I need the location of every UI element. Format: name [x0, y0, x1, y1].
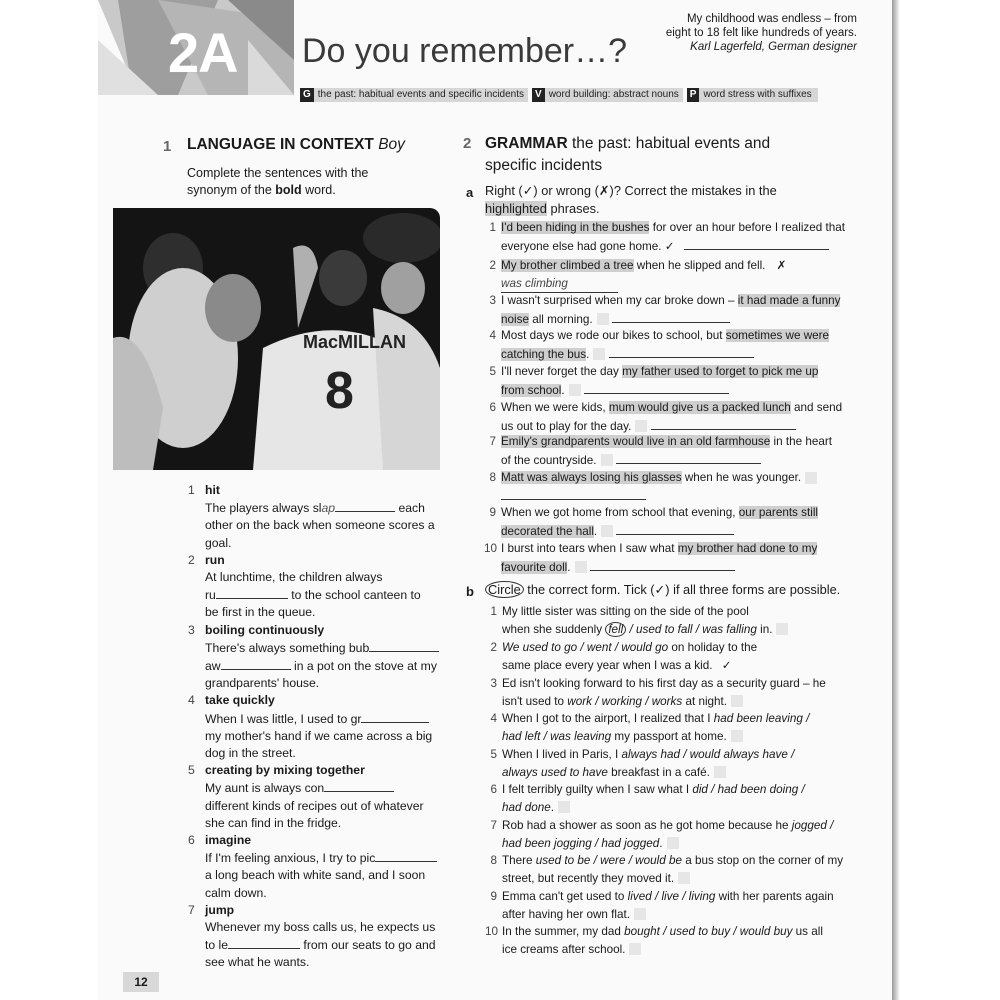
instruction-line: Right (✓) or wrong (✗)? Correct the mistakes in the — [485, 183, 777, 198]
item-line — [205, 639, 450, 657]
vocabulary-tag — [532, 88, 683, 102]
text: with her parents again — [715, 890, 834, 903]
item-number: 2 — [489, 259, 496, 272]
text: Emma can't get used to — [502, 890, 628, 903]
section-subtitle: Boy — [378, 136, 405, 153]
answer-blank[interactable] — [651, 417, 796, 430]
item-line: she can find in the fridge. — [205, 815, 342, 830]
item-number: 7 — [188, 902, 195, 917]
item-line: other on the back when someone scores a — [205, 518, 435, 533]
verb-options[interactable]: work / working / works — [567, 694, 683, 708]
item-number: 6 — [490, 783, 497, 796]
answer-box[interactable] — [601, 454, 613, 466]
item-number: 4 — [490, 712, 497, 725]
text: street, but recently they moved it. — [502, 871, 675, 885]
text: . — [550, 800, 554, 814]
section-title: GRAMMAR — [485, 135, 568, 152]
answer-blank[interactable] — [221, 657, 291, 670]
text: . — [561, 383, 565, 397]
item-text — [502, 675, 872, 710]
item-text: each — [395, 501, 425, 516]
answer-box[interactable] — [805, 472, 817, 484]
item-keyword: imagine — [205, 833, 252, 848]
exercise-a-list — [484, 219, 874, 579]
text: There — [502, 854, 536, 867]
tick-box[interactable] — [731, 695, 743, 707]
text: . — [567, 560, 571, 574]
item-line: different kinds of recipes out of whatever — [205, 798, 424, 813]
instruction-line — [187, 182, 437, 199]
quote — [617, 12, 857, 54]
text: in the heart — [770, 435, 832, 448]
item-keyword: creating by mixing together — [205, 763, 365, 778]
topic-tags — [300, 88, 818, 102]
highlighted-phrase: I'd been hiding in the bushes — [501, 221, 650, 234]
part-instruction — [485, 182, 865, 218]
item-number: 7 — [489, 435, 496, 448]
item-keyword: take quickly — [205, 693, 275, 708]
text: us all — [792, 925, 823, 938]
item-text — [501, 219, 861, 255]
item-number: 4 — [489, 329, 496, 342]
highlighted-phrase: our parents still — [738, 506, 819, 519]
item-keyword: jump — [205, 902, 235, 917]
section-instruction — [187, 165, 437, 199]
exercise-b-list — [485, 603, 875, 963]
tick-box[interactable] — [634, 908, 646, 920]
quote-line: My childhood was endless – from — [686, 13, 857, 25]
instruction-highlight: highlighted — [485, 201, 547, 216]
item-text — [502, 923, 862, 958]
item-line: a long beach with white sand, and I soon — [205, 868, 426, 883]
verb-options[interactable]: We used to go / went / would go — [502, 641, 669, 654]
item-line: my mother's hand if we came across a big — [205, 728, 433, 743]
item-number: 5 — [188, 763, 195, 778]
item-text — [501, 540, 861, 576]
instruction-bold: bold — [275, 183, 302, 197]
section-subtitle: specific incidents — [485, 157, 603, 174]
item-number: 9 — [489, 506, 496, 519]
item-number: 3 — [188, 622, 195, 637]
text: and send — [790, 401, 843, 414]
text: Rob had a shower as soon as he got home because he — [502, 819, 792, 832]
text: I wasn't surprised when my car broke down – — [501, 294, 738, 307]
item-line — [205, 779, 450, 797]
item-number: 3 — [489, 294, 496, 307]
verb-options[interactable]: always had / would always have / — [621, 748, 795, 761]
text: I'll never forget the day — [501, 365, 623, 378]
answer-blank[interactable] — [361, 710, 429, 723]
text: same place every year when I was a kid. — [502, 658, 713, 672]
tick-box[interactable] — [558, 801, 570, 813]
verb-options[interactable]: / used to fall / was falling — [626, 622, 757, 636]
item-number: 4 — [188, 693, 195, 708]
verb-options[interactable]: had left / was leaving — [502, 729, 612, 743]
answer-box[interactable] — [575, 561, 587, 573]
instruction-text: phrases. — [546, 201, 600, 216]
page-title: Do you remember…? — [302, 32, 628, 70]
item-line — [205, 936, 450, 954]
answer-blank[interactable] — [501, 487, 646, 500]
item-text — [501, 363, 861, 399]
text: everyone else had gone home. — [501, 239, 662, 253]
tag-letter: V — [532, 88, 545, 102]
item-number: 6 — [489, 401, 496, 414]
section-title: LANGUAGE IN CONTEXT — [187, 136, 374, 153]
verb-options[interactable]: had been leaving / — [713, 712, 810, 725]
text: all morning. — [528, 312, 593, 326]
item-text — [501, 399, 861, 435]
item-number: 8 — [490, 854, 497, 867]
item-text: in a pot on the stove at my — [290, 659, 437, 674]
item-number: 3 — [490, 677, 497, 690]
answer-box[interactable] — [635, 420, 647, 432]
answer-blank[interactable] — [590, 558, 735, 571]
text: My little sister was sitting on the side of the pool — [502, 605, 749, 618]
item-text — [502, 817, 862, 852]
item-text: ru — [205, 588, 216, 603]
tag-letter: G — [300, 88, 314, 102]
text: of the countryside. — [501, 453, 597, 467]
highlighted-phrase: noise — [501, 312, 529, 326]
circle-word: Circle — [485, 581, 524, 598]
text: in. — [756, 622, 773, 636]
tick-box[interactable] — [629, 943, 641, 955]
item-line — [205, 849, 450, 867]
text: after having her own flat. — [502, 907, 630, 921]
list-item — [188, 552, 450, 622]
text: isn't used to — [502, 694, 568, 708]
item-number: 10 — [485, 925, 499, 938]
text: Most days we rode our bikes to school, but — [501, 329, 726, 342]
instruction-text: synonym of the — [187, 183, 276, 197]
text: I burst into tears when I saw what — [501, 542, 678, 555]
text: In the summer, my dad — [502, 925, 625, 938]
item-text: The players always sl — [205, 501, 322, 516]
item-text — [502, 852, 872, 887]
text: I felt terribly guilty when I saw what I — [502, 783, 693, 796]
cross-mark: ✗ — [776, 259, 787, 272]
text: my passport at home. — [611, 729, 727, 743]
instruction-text: word. — [301, 183, 336, 197]
item-number: 8 — [489, 471, 496, 484]
item-number: 6 — [188, 833, 195, 848]
item-text: aw — [205, 659, 221, 674]
highlighted-phrase: it had made a funny — [737, 294, 841, 307]
item-text — [502, 639, 862, 674]
text: . — [586, 347, 590, 361]
page-edge-shadow — [892, 0, 900, 1000]
list-item — [188, 902, 450, 972]
text: on holiday to the — [668, 641, 758, 654]
answer-blank[interactable] — [375, 849, 437, 862]
item-keyword: hit — [205, 483, 220, 497]
item-keyword: boiling continuously — [205, 622, 325, 637]
tick-box[interactable] — [678, 872, 690, 884]
verb-options[interactable]: jogged / — [791, 819, 834, 832]
highlighted-phrase: my father used to forget to pick me up — [622, 365, 819, 378]
section-heading — [485, 133, 770, 177]
answer-blank[interactable] — [369, 639, 439, 652]
item-line: goal. — [205, 535, 232, 550]
highlighted-phrase: My brother climbed a tree — [501, 259, 634, 272]
item-example-answer: ap — [321, 501, 336, 516]
tick-box[interactable] — [667, 837, 679, 849]
text: When I lived in Paris, I — [502, 748, 622, 761]
item-text — [501, 469, 861, 505]
answer-blank[interactable] — [584, 381, 729, 394]
item-number: 5 — [489, 365, 496, 378]
answer-box[interactable] — [569, 384, 581, 396]
list-item — [188, 622, 450, 693]
tag-letter: P — [687, 88, 700, 102]
highlighted-phrase: catching the bus — [501, 347, 587, 361]
highlighted-phrase: Emily's grandparents would live in an old farmhouse — [501, 435, 771, 448]
item-line — [205, 657, 450, 675]
answer-blank[interactable] — [616, 522, 734, 535]
verb-options[interactable]: had done — [502, 800, 551, 814]
item-text: from our seats to go and — [300, 938, 436, 953]
item-line: be first in the queue. — [205, 605, 316, 620]
instruction-line — [485, 200, 865, 218]
text: us out to play for the day. — [501, 419, 632, 433]
list-item — [188, 832, 450, 902]
item-text — [501, 292, 861, 328]
highlighted-phrase: Matt was always losing his glasses — [501, 471, 682, 484]
list-item — [188, 482, 450, 552]
item-number: 9 — [490, 890, 497, 903]
text: breakfast in a café. — [607, 765, 710, 779]
item-number: 10 — [484, 542, 498, 555]
text: When I got to the airport, I realized that I — [502, 712, 714, 725]
text: for over an hour before I realized that — [649, 221, 846, 234]
text: at night. — [682, 694, 728, 708]
quote-attribution: Karl Lagerfeld, German designer — [690, 41, 857, 53]
tag-text: the past: habitual events and specific incidents — [314, 88, 528, 102]
item-line: calm down. — [205, 885, 267, 900]
answer-blank[interactable] — [216, 586, 288, 599]
item-number: 1 — [490, 605, 497, 618]
photo-celebrating-players — [113, 208, 440, 470]
item-number: 7 — [490, 819, 497, 832]
tick-mark: ✓ — [721, 658, 732, 672]
text: When we were kids, — [501, 401, 609, 414]
highlighted-phrase: from school — [501, 383, 562, 397]
instruction-line: Complete the sentences with the — [187, 166, 369, 180]
item-text — [501, 504, 861, 540]
item-number: 2 — [188, 552, 195, 567]
item-text: If I'm feeling anxious, I try to pic — [205, 851, 376, 866]
tick-box[interactable] — [776, 623, 788, 635]
text: when he slipped and fell. — [633, 259, 766, 272]
page-number: 12 — [123, 972, 159, 992]
highlighted-phrase: mum would give us a packed lunch — [608, 401, 791, 414]
grammar-tag — [300, 88, 528, 102]
item-text: When I was little, I used to gr — [205, 711, 362, 726]
verb-options[interactable]: lived / live / living — [627, 890, 716, 903]
section-number: 2 — [463, 135, 472, 152]
answer-blank[interactable] — [609, 345, 754, 358]
item-line — [205, 586, 450, 604]
highlighted-phrase: my brother had done to my — [677, 542, 818, 555]
item-number: 2 — [490, 641, 497, 654]
vocabulary-list — [188, 482, 450, 972]
highlighted-phrase: favourite doll — [501, 560, 568, 574]
item-text: to le — [205, 938, 229, 953]
item-text — [502, 710, 862, 745]
item-text: to the school canteen to — [287, 588, 421, 603]
text: . — [659, 836, 663, 850]
section-subtitle: the past: habitual events and — [571, 135, 771, 152]
answer-blank[interactable] — [324, 779, 394, 792]
answer-box[interactable] — [601, 525, 613, 537]
item-text: My aunt is always con — [205, 781, 325, 796]
answer-blank[interactable] — [612, 310, 730, 323]
verb-options[interactable]: used to be / were / would be — [535, 854, 682, 867]
item-text — [502, 746, 862, 781]
circled-option[interactable]: fell — [605, 622, 626, 637]
list-item — [188, 692, 450, 762]
item-line: dog in the street. — [205, 746, 296, 761]
item-line: grandparents' house. — [205, 676, 320, 691]
answer-blank[interactable] — [228, 936, 300, 949]
answer-blank[interactable] — [335, 499, 395, 512]
item-keyword: run — [205, 552, 225, 567]
example-answer: was climbing — [501, 275, 618, 294]
answer-blank[interactable] — [616, 451, 761, 464]
item-number: 1 — [188, 483, 195, 497]
photo-image — [113, 208, 440, 470]
tick-box[interactable] — [714, 766, 726, 778]
pronunciation-tag — [687, 88, 818, 102]
part-letter: b — [466, 584, 474, 599]
tag-text: word building: abstract nouns — [545, 88, 683, 102]
text: a bus stop on the corner of my — [681, 854, 844, 867]
text: ice creams after school. — [502, 942, 626, 956]
tick-mark: ✓ — [664, 239, 675, 253]
item-text — [501, 257, 861, 293]
item-text — [501, 327, 861, 363]
verb-options[interactable]: did / had been doing / — [692, 783, 805, 796]
section-number: 1 — [163, 138, 172, 155]
instruction-text: the correct form. Tick (✓) if all three forms are possible. — [523, 582, 841, 597]
item-number: 1 — [489, 221, 496, 234]
text: Ed isn't looking forward to his first day as a security guard – he — [502, 677, 826, 690]
item-number: 5 — [490, 748, 497, 761]
item-text — [502, 888, 862, 923]
text: . — [593, 524, 598, 538]
item-text: There's always something bub — [205, 640, 370, 655]
item-line: Whenever my boss calls us, he expects us — [205, 920, 436, 935]
verb-options[interactable]: bought / used to buy / would buy — [624, 925, 793, 938]
item-text — [502, 781, 862, 816]
answer-box[interactable] — [593, 348, 605, 360]
highlighted-phrase: sometimes we were — [725, 329, 830, 342]
list-item — [188, 762, 450, 832]
item-line: At lunchtime, the children always — [205, 570, 383, 585]
item-line: see what he wants. — [205, 955, 310, 970]
answer-blank[interactable] — [684, 237, 829, 250]
part-letter: a — [466, 185, 474, 200]
verb-options[interactable]: always used to have — [502, 765, 608, 779]
item-text — [501, 433, 861, 469]
text: When we got home from school that evening, — [501, 506, 739, 519]
item-line — [205, 499, 450, 517]
section-heading — [187, 136, 405, 154]
tag-text: word stress with suffixes — [699, 88, 817, 102]
jersey-number: 8 — [325, 362, 354, 420]
verb-options[interactable]: had been jogging / had jogged — [502, 836, 660, 850]
highlighted-phrase: decorated the hall — [501, 524, 594, 538]
part-instruction — [485, 581, 875, 599]
item-text — [502, 603, 862, 638]
text: when he was younger. — [681, 471, 802, 484]
quote-line: eight to 18 felt like hundreds of years. — [665, 27, 857, 39]
tick-box[interactable] — [731, 730, 743, 742]
unit-number: 2A — [168, 21, 238, 84]
jersey-name: MacMILLAN — [303, 332, 406, 352]
text: when she suddenly — [502, 622, 606, 636]
item-line — [205, 710, 450, 728]
answer-box[interactable] — [597, 313, 609, 325]
